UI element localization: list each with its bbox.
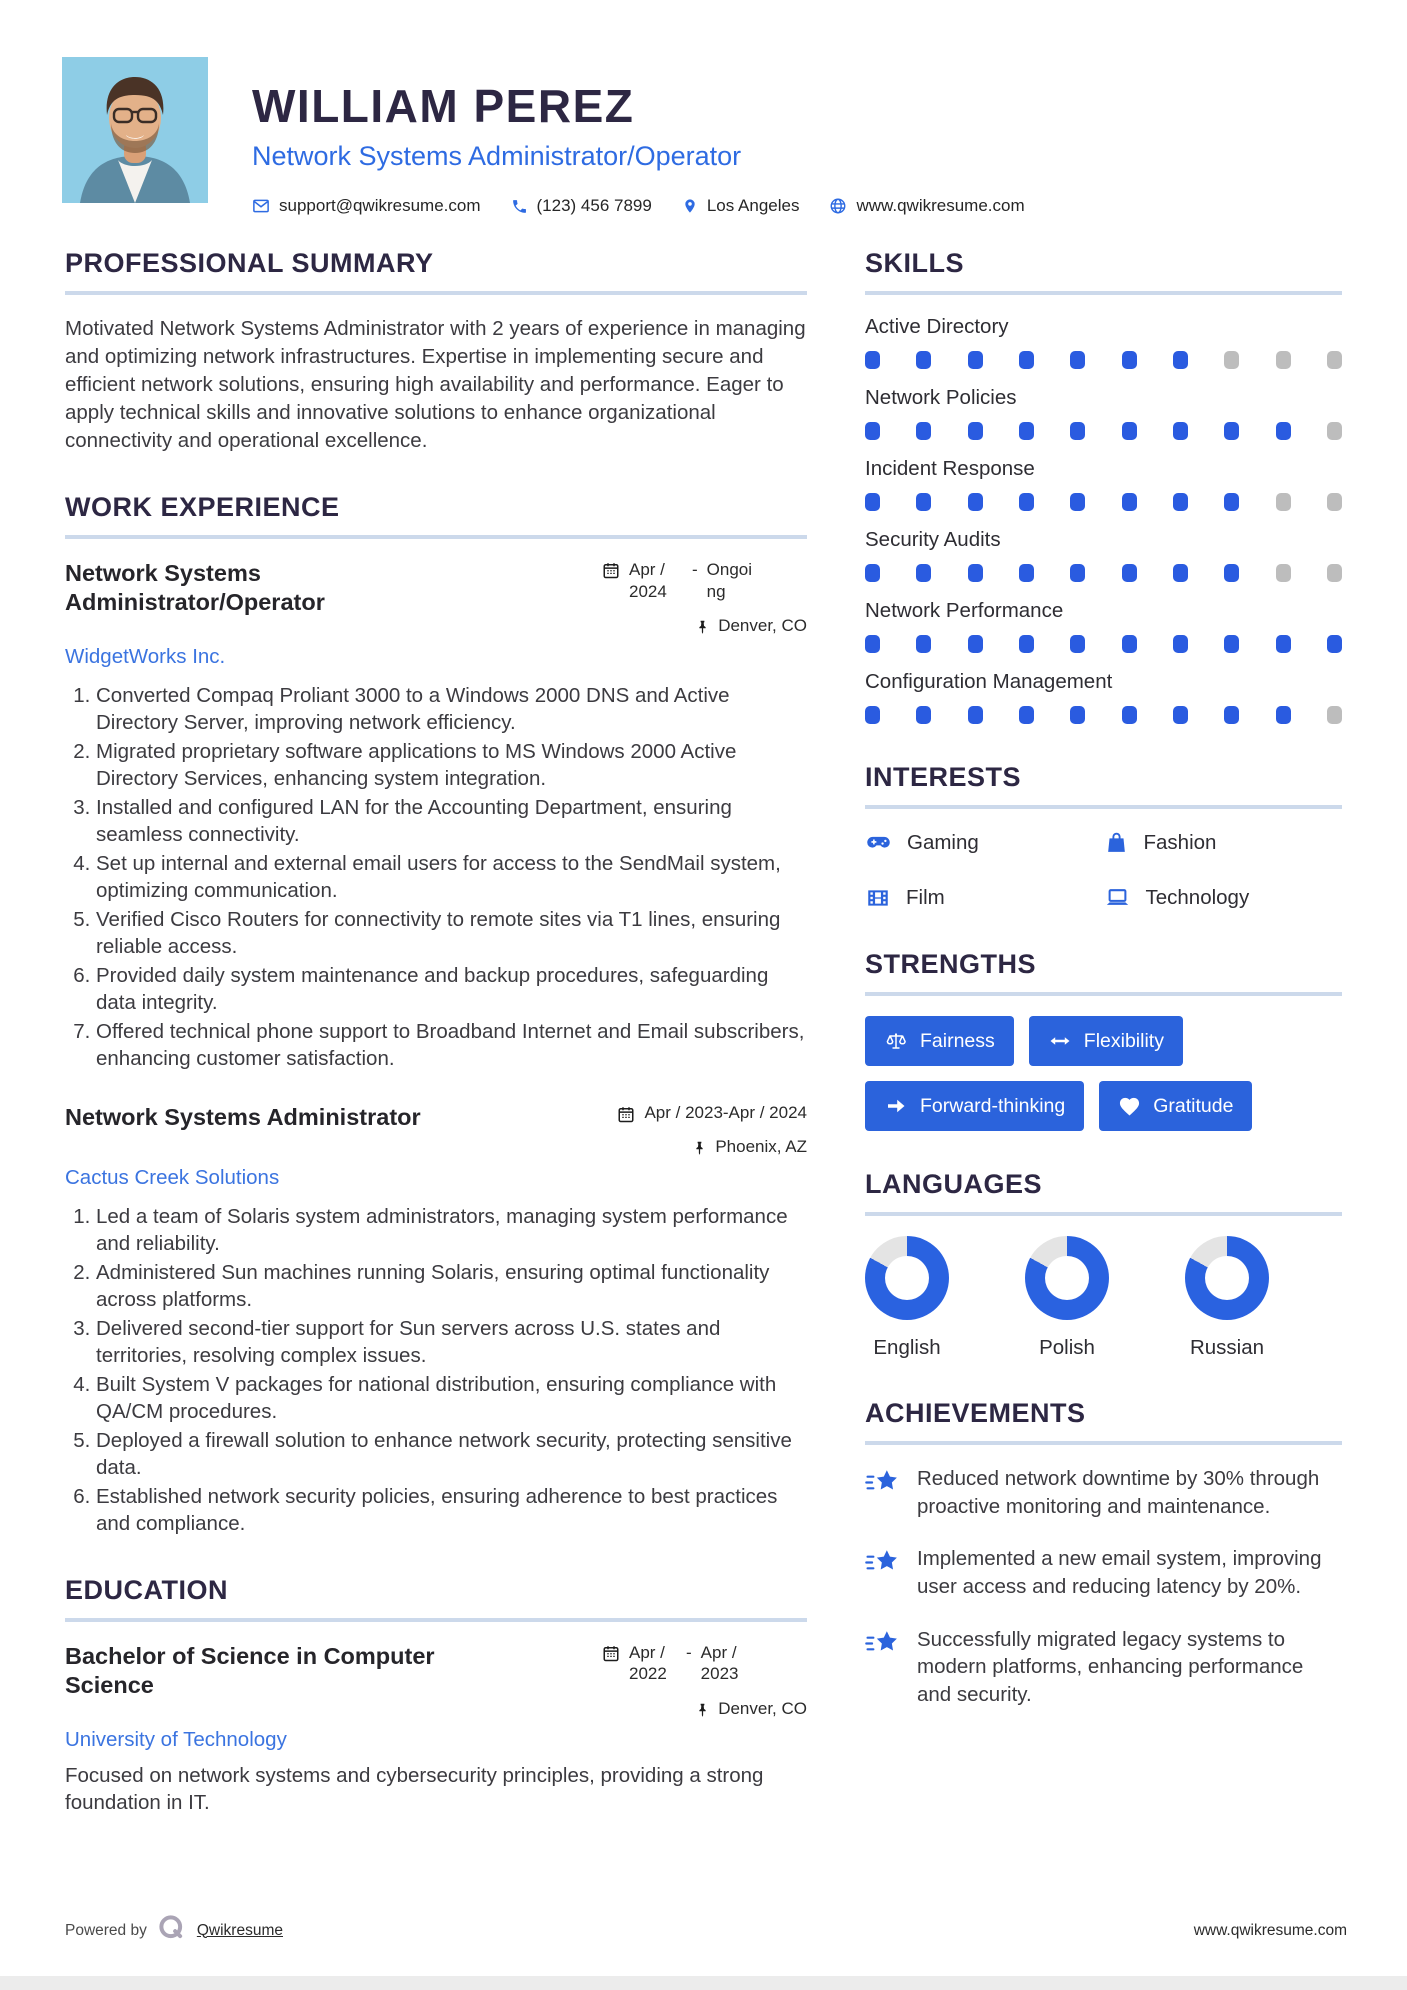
language-item bbox=[865, 1236, 949, 1360]
achievement-item bbox=[865, 1465, 1342, 1520]
pushpin-icon bbox=[692, 1138, 707, 1156]
skill-dot bbox=[1276, 706, 1291, 724]
skill-dot bbox=[916, 493, 931, 511]
skill-dot bbox=[1224, 635, 1239, 653]
skill-dot bbox=[1070, 493, 1085, 511]
skill-dot bbox=[1019, 564, 1034, 582]
skill-dot bbox=[1224, 493, 1239, 511]
job-meta bbox=[602, 559, 807, 636]
skill-name: Security Audits bbox=[865, 528, 1001, 551]
email-icon bbox=[252, 197, 270, 215]
phone-icon bbox=[511, 198, 528, 215]
education-header bbox=[65, 1642, 807, 1719]
pushpin-icon bbox=[695, 617, 710, 635]
skill-row bbox=[865, 528, 1342, 582]
skill-name: Configuration Management bbox=[865, 670, 1113, 693]
job-entry bbox=[65, 1103, 807, 1538]
education-dates bbox=[602, 1642, 807, 1685]
skill-dot bbox=[1019, 706, 1034, 724]
skill-dot bbox=[1224, 564, 1239, 582]
achievement-text: Successfully migrated legacy systems to modern platforms, enhancing performance and security. bbox=[917, 1627, 1304, 1707]
skill-dot bbox=[865, 351, 880, 369]
gamepad-icon bbox=[865, 829, 892, 856]
skill-name: Incident Response bbox=[865, 457, 1035, 480]
header-text bbox=[252, 57, 1025, 216]
skill-dot bbox=[1122, 635, 1137, 653]
strength-label: Fairness bbox=[920, 1029, 995, 1052]
shooting-star-icon bbox=[865, 1626, 901, 1709]
job-bullet: 6. Established network security policies, ensuring adherence to best practices and compliance. bbox=[96, 1483, 807, 1537]
job-bullet: 3. Delivered second-tier support for Sun servers across U.S. states and territories, resolving complex issues. bbox=[96, 1315, 807, 1369]
section-professional-summary bbox=[65, 248, 807, 454]
skill-row bbox=[865, 670, 1342, 724]
company-link[interactable]: Cactus Creek Solutions bbox=[65, 1165, 280, 1189]
skill-dot bbox=[1224, 422, 1239, 440]
skill-dot bbox=[1224, 706, 1239, 724]
contact-phone-value: (123) 456 7899 bbox=[536, 196, 652, 215]
skill-rating bbox=[865, 351, 1342, 369]
school-link[interactable]: University of Technology bbox=[65, 1727, 287, 1751]
skill-dot bbox=[1122, 564, 1137, 582]
job-title: Network Systems Administrator bbox=[65, 1103, 421, 1130]
job-bullet-list bbox=[65, 1203, 807, 1538]
education-date-end: Apr / 2023 bbox=[700, 1643, 739, 1684]
section-languages bbox=[865, 1169, 1342, 1360]
person-job-title: Network Systems Administrator/Operator bbox=[252, 141, 742, 171]
person-name: WILLIAM PEREZ bbox=[252, 80, 635, 132]
job-location-value: Denver, CO bbox=[718, 615, 807, 635]
strength-label: Forward-thinking bbox=[920, 1094, 1066, 1117]
interest-label: Gaming bbox=[907, 830, 979, 854]
education-location bbox=[602, 1699, 807, 1719]
strength-label: Flexibility bbox=[1083, 1029, 1164, 1052]
skill-row bbox=[865, 386, 1342, 440]
footer bbox=[65, 1913, 1347, 1948]
job-bullet: 5. Deployed a firewall solution to enhance network security, protecting sensitive data. bbox=[96, 1427, 807, 1481]
interest-label: Technology bbox=[1145, 885, 1250, 909]
skill-dot bbox=[1276, 564, 1291, 582]
education-heading: EDUCATION bbox=[65, 1575, 807, 1622]
scales-icon bbox=[884, 1029, 908, 1053]
skill-dot bbox=[865, 493, 880, 511]
degree-title: Bachelor of Science in Computer Science bbox=[65, 1643, 435, 1698]
strength-badge bbox=[865, 1016, 1014, 1066]
job-entry bbox=[65, 559, 807, 1072]
contact-phone bbox=[511, 196, 652, 216]
achievements-heading: ACHIEVEMENTS bbox=[865, 1398, 1342, 1445]
strengths-heading: STRENGTHS bbox=[865, 949, 1342, 996]
skill-dot bbox=[1327, 422, 1342, 440]
bottom-strip bbox=[0, 1976, 1407, 1990]
job-meta bbox=[557, 1103, 807, 1157]
languages-heading: LANGUAGES bbox=[865, 1169, 1342, 1216]
skill-dot bbox=[1173, 493, 1188, 511]
education-date-start: Apr / 2022 bbox=[629, 1643, 667, 1684]
job-dates bbox=[557, 1103, 807, 1123]
section-work-experience bbox=[65, 492, 807, 1537]
skill-dot bbox=[916, 422, 931, 440]
section-strengths bbox=[865, 949, 1342, 1131]
job-bullet: 4. Built System V packages for national distribution, ensuring compliance with QA/CM procedures. bbox=[96, 1371, 807, 1425]
double-arrow-icon bbox=[1048, 1029, 1072, 1053]
job-bullet: 3. Installed and configured LAN for the Accounting Department, ensuring seamless connectivity. bbox=[96, 794, 807, 848]
job-bullet: 2. Administered Sun machines running Solaris, ensuring optimal functionality across platforms. bbox=[96, 1259, 807, 1313]
interest-item bbox=[1104, 829, 1343, 856]
powered-by-label: Powered by bbox=[65, 1921, 147, 1939]
shopping-bag-icon bbox=[1104, 830, 1129, 855]
strength-label: Gratitude bbox=[1153, 1094, 1234, 1117]
skill-dot bbox=[1019, 635, 1034, 653]
skill-name: Network Performance bbox=[865, 599, 1064, 622]
contact-email bbox=[252, 196, 481, 216]
achievement-item bbox=[865, 1626, 1342, 1709]
skill-dot bbox=[1019, 351, 1034, 369]
job-title: Network Systems Administrator/Operator bbox=[65, 560, 325, 616]
job-header bbox=[65, 559, 807, 636]
achievement-text: Implemented a new email system, improving user access and reducing latency by 20%. bbox=[917, 1547, 1322, 1599]
skill-dot bbox=[1173, 635, 1188, 653]
film-icon bbox=[865, 885, 891, 911]
skill-dot bbox=[916, 635, 931, 653]
skill-dot bbox=[1173, 564, 1188, 582]
skill-dot bbox=[1070, 706, 1085, 724]
skill-dot bbox=[1173, 706, 1188, 724]
job-date-start: Apr / 2024 bbox=[629, 560, 667, 601]
job-location-value: Phoenix, AZ bbox=[715, 1136, 807, 1156]
skill-dot bbox=[1122, 706, 1137, 724]
globe-icon bbox=[829, 197, 847, 215]
skill-rating bbox=[865, 564, 1342, 582]
strength-badge bbox=[1099, 1081, 1252, 1131]
skill-dot bbox=[1070, 422, 1085, 440]
interests-heading: INTERESTS bbox=[865, 762, 1342, 809]
skill-row bbox=[865, 315, 1342, 369]
skill-row bbox=[865, 457, 1342, 511]
interest-item bbox=[1104, 884, 1343, 911]
skill-dot bbox=[865, 635, 880, 653]
pushpin-icon bbox=[695, 1700, 710, 1718]
skill-row bbox=[865, 599, 1342, 653]
skill-dot bbox=[1070, 635, 1085, 653]
interest-item bbox=[865, 884, 1104, 911]
job-dates bbox=[602, 559, 807, 602]
skill-rating bbox=[865, 422, 1342, 440]
qwikresume-brand-link[interactable]: Qwikresume bbox=[196, 1921, 283, 1939]
contact-email-value: support@qwikresume.com bbox=[279, 196, 481, 215]
skill-dot bbox=[1276, 351, 1291, 369]
arrow-right-icon bbox=[884, 1094, 908, 1118]
skill-dot bbox=[1327, 706, 1342, 724]
job-location bbox=[557, 1137, 807, 1157]
language-item bbox=[1025, 1236, 1109, 1360]
skill-dot bbox=[968, 493, 983, 511]
location-pin-icon bbox=[682, 197, 698, 215]
summary-text: Motivated Network Systems Administrator with 2 years of experience in managing and optimizing network infrastructures. Expertise in implementing secure and efficient network solutions, ensuring high availability and performance. Eager to apply technical skills and innovative solutions to enhance organizational connectivity and operational excellence. bbox=[65, 317, 806, 452]
contact-website bbox=[829, 196, 1024, 216]
left-column bbox=[65, 248, 807, 1817]
calendar-icon bbox=[602, 559, 620, 579]
skill-dot bbox=[865, 422, 880, 440]
contact-location bbox=[682, 196, 800, 216]
skill-dot bbox=[1327, 493, 1342, 511]
section-interests bbox=[865, 762, 1342, 911]
interest-item bbox=[865, 829, 1104, 856]
header bbox=[0, 0, 1407, 216]
section-education bbox=[65, 1575, 807, 1817]
content-columns bbox=[0, 248, 1407, 1817]
skill-dot bbox=[1224, 351, 1239, 369]
language-label: English bbox=[873, 1336, 941, 1359]
skill-dot bbox=[1122, 493, 1137, 511]
job-bullet: 5. Verified Cisco Routers for connectivity to remote sites via T1 lines, ensuring reliable access. bbox=[96, 906, 807, 960]
job-date-separator: - bbox=[692, 560, 698, 580]
interest-label: Film bbox=[906, 885, 945, 909]
skill-dot bbox=[916, 564, 931, 582]
section-achievements bbox=[865, 1398, 1342, 1709]
education-meta bbox=[602, 1642, 807, 1719]
skill-rating bbox=[865, 706, 1342, 724]
contact-location-value: Los Angeles bbox=[706, 196, 800, 215]
strength-badge bbox=[865, 1081, 1084, 1131]
skill-dot bbox=[916, 351, 931, 369]
language-item bbox=[1185, 1236, 1269, 1360]
skill-dot bbox=[1122, 351, 1137, 369]
skill-dot bbox=[1276, 422, 1291, 440]
languages-list bbox=[865, 1236, 1342, 1360]
skill-dot bbox=[865, 564, 880, 582]
section-skills bbox=[865, 248, 1342, 724]
skill-dot bbox=[968, 422, 983, 440]
language-donut-chart bbox=[1185, 1236, 1269, 1320]
skill-dot bbox=[865, 706, 880, 724]
skill-dot bbox=[1122, 422, 1137, 440]
skill-dot bbox=[968, 706, 983, 724]
skill-rating bbox=[865, 635, 1342, 653]
heart-icon bbox=[1118, 1095, 1141, 1118]
contact-row bbox=[252, 196, 1025, 216]
calendar-icon bbox=[602, 1642, 620, 1662]
job-bullet: 4. Set up internal and external email users for access to the SendMail system, optimizing communication. bbox=[96, 850, 807, 904]
shooting-star-icon bbox=[865, 1465, 901, 1520]
laptop-icon bbox=[1104, 884, 1131, 911]
footer-website: www.qwikresume.com bbox=[1193, 1921, 1347, 1939]
job-bullet: 2. Migrated proprietary software applications to MS Windows 2000 Active Directory Services, enhancing system integration. bbox=[96, 738, 807, 792]
skill-dot bbox=[968, 564, 983, 582]
footer-branding bbox=[65, 1913, 283, 1948]
job-bullet: 7. Offered technical phone support to Broadband Internet and Email subscribers, enhancing customer satisfaction. bbox=[96, 1018, 807, 1072]
skill-dot bbox=[1327, 564, 1342, 582]
work-heading: WORK EXPERIENCE bbox=[65, 492, 807, 539]
skill-dot bbox=[968, 351, 983, 369]
company-link[interactable]: WidgetWorks Inc. bbox=[65, 644, 226, 668]
shooting-star-icon bbox=[865, 1545, 901, 1600]
profile-photo bbox=[62, 57, 208, 203]
skill-dot bbox=[1327, 351, 1342, 369]
skill-rating bbox=[865, 493, 1342, 511]
skill-dot bbox=[968, 635, 983, 653]
skill-name: Active Directory bbox=[865, 315, 1009, 338]
job-location bbox=[602, 616, 807, 636]
strengths-list bbox=[865, 1016, 1342, 1131]
summary-heading: PROFESSIONAL SUMMARY bbox=[65, 248, 807, 295]
job-bullet: 1. Converted Compaq Proliant 3000 to a Windows 2000 DNS and Active Directory Server, improving network efficiency. bbox=[96, 682, 807, 736]
skill-dot bbox=[916, 706, 931, 724]
qwikresume-logo-icon bbox=[157, 1913, 187, 1948]
skill-dot bbox=[1070, 351, 1085, 369]
skill-name: Network Policies bbox=[865, 386, 1017, 409]
education-description: Focused on network systems and cybersecurity principles, providing a strong foundation in IT. bbox=[65, 1763, 764, 1815]
skills-heading: SKILLS bbox=[865, 248, 1342, 295]
skill-dot bbox=[1173, 351, 1188, 369]
language-label: Polish bbox=[1039, 1336, 1095, 1359]
calendar-icon bbox=[617, 1103, 635, 1123]
achievement-text: Reduced network downtime by 30% through proactive monitoring and maintenance. bbox=[917, 1467, 1320, 1518]
language-label: Russian bbox=[1189, 1336, 1265, 1359]
skill-dot bbox=[1019, 493, 1034, 511]
skill-dot bbox=[1276, 493, 1291, 511]
education-date-separator: - bbox=[686, 1643, 692, 1663]
skill-dot bbox=[1276, 635, 1291, 653]
skill-dot bbox=[1070, 564, 1085, 582]
job-dates-value: Apr / 2023-Apr / 2024 bbox=[644, 1102, 807, 1122]
strength-badge bbox=[1029, 1016, 1183, 1066]
job-bullet: 1. Led a team of Solaris system administrators, managing system performance and reliability. bbox=[96, 1203, 807, 1257]
skill-dot bbox=[1173, 422, 1188, 440]
skill-dot bbox=[1019, 422, 1034, 440]
interests-grid bbox=[865, 829, 1342, 911]
education-location-value: Denver, CO bbox=[718, 1698, 807, 1718]
job-bullet-list bbox=[65, 682, 807, 1073]
job-date-end: Ongoing bbox=[706, 560, 753, 601]
interest-label: Fashion bbox=[1143, 830, 1217, 854]
skill-dot bbox=[1327, 635, 1342, 653]
profile-photo-illustration bbox=[62, 57, 208, 203]
language-donut-chart bbox=[865, 1236, 949, 1320]
job-bullet: 6. Provided daily system maintenance and backup procedures, safeguarding data integrity. bbox=[96, 962, 807, 1016]
job-header bbox=[65, 1103, 807, 1157]
language-donut-chart bbox=[1025, 1236, 1109, 1320]
achievement-item bbox=[865, 1545, 1342, 1600]
contact-website-value: www.qwikresume.com bbox=[856, 196, 1025, 215]
right-column bbox=[865, 248, 1342, 1817]
